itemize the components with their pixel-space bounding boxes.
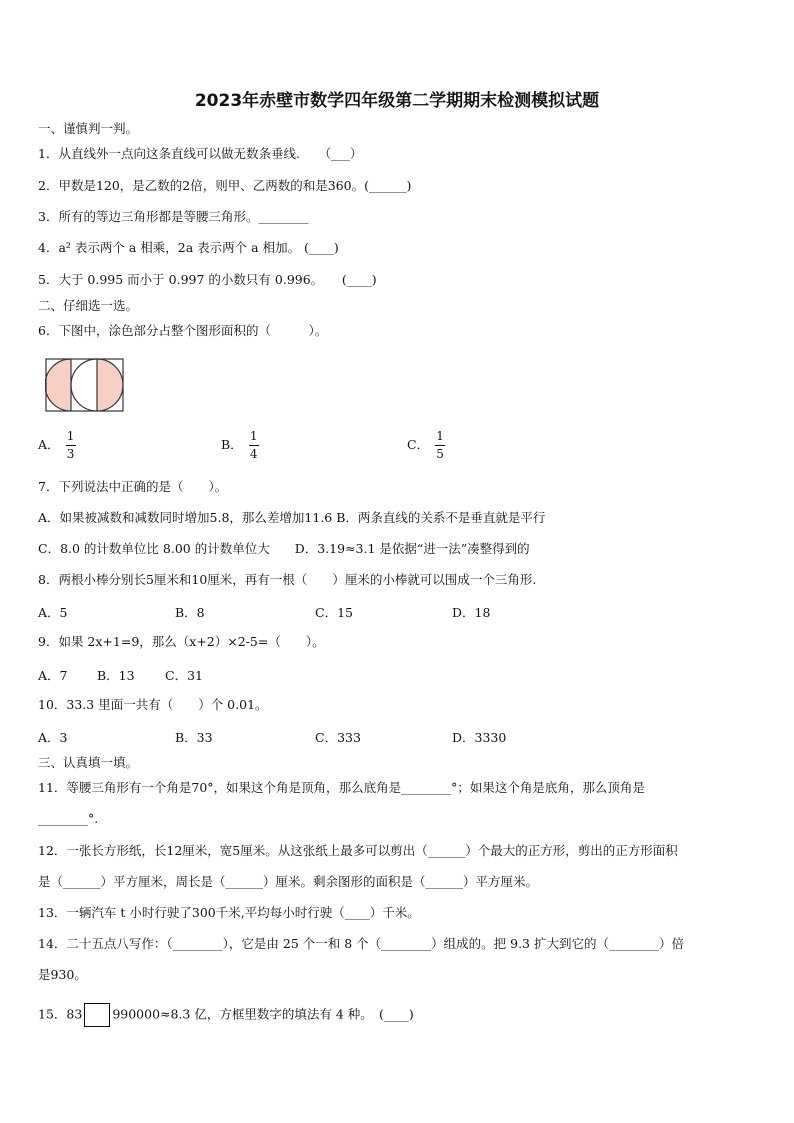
section-heading-choose: 二、仔细选一选。 bbox=[38, 298, 139, 313]
q6-option-c[interactable]: C． $\frac{1}{5}$ bbox=[407, 429, 444, 461]
q6-option-b[interactable]: B． $\frac{1}{4}$ bbox=[221, 429, 258, 461]
page-title: 2023年赤壁市数学四年级第二学期期末检测模拟试题 bbox=[194, 91, 600, 111]
question-13: 13．一辆汽车 t 小时行驶了300千米,平均每小时行驶（____）千米。 bbox=[38, 905, 420, 920]
question-14-line-1: 14．二十五点八写作：（________），它是由 25 个一和 8 个（________）组成的。把 9.3 扩大到它的（________）倍 bbox=[38, 936, 684, 951]
shaded-figure bbox=[45, 358, 125, 414]
question-11-line-1: 11．等腰三角形有一个角是70°，如果这个角是顶角，那么底角是________°；如果这个角是底角，那么顶角是 bbox=[38, 780, 645, 795]
q10-option-c[interactable]: C．333 bbox=[315, 730, 361, 745]
question-8: 8．两根小棒分别长5厘米和10厘米，再有一根（ ）厘米的小棒就可以围成一个三角形. bbox=[38, 572, 537, 587]
q8-option-d[interactable]: D．18 bbox=[452, 605, 491, 620]
q15-suffix: 990000≈8.3 亿，方框里数字的填法有 4 种。 (____) bbox=[112, 1006, 414, 1022]
shaded-half-circle-left bbox=[45, 359, 71, 411]
q8-option-a[interactable]: A．5 bbox=[38, 605, 68, 620]
q8-option-c[interactable]: C．15 bbox=[315, 605, 353, 620]
q10-option-a[interactable]: A．3 bbox=[38, 730, 68, 745]
shaded-half-circle-right bbox=[97, 359, 123, 411]
question-2: 2．甲数是120，是乙数的2倍，则甲、乙两数的和是360。(______) bbox=[38, 178, 412, 193]
q7-options-ab[interactable]: A．如果被减数和减数同时增加5.8，那么差增加11.6 B．两条直线的关系不是垂直就是平行 bbox=[38, 510, 546, 525]
section-heading-fill: 三、认真填一填。 bbox=[38, 755, 139, 770]
question-5: 5．大于 0.995 而小于 0.997 的小数只有 0.996。 (____) bbox=[38, 272, 377, 287]
q10-option-d[interactable]: D．3330 bbox=[452, 730, 507, 745]
q7-options-cd[interactable]: C．8.0 的计数单位比 8.00 的计数单位大 D．3.19≈3.1 是依据“进一法”凑整得到的 bbox=[38, 541, 530, 556]
question-3: 3．所有的等边三角形都是等腰三角形。________ bbox=[38, 209, 309, 224]
question-12-line-2: 是（______）平方厘米，周长是（______）厘米。剩余图形的面积是（______）平方厘米。 bbox=[38, 874, 539, 889]
q10-option-b[interactable]: B．33 bbox=[175, 730, 213, 745]
question-4: 4．a² 表示两个 a 相乘，2a 表示两个 a 相加。 (____) bbox=[38, 240, 339, 255]
question-6: 6．下图中，涂色部分占整个图形面积的（ ）。 bbox=[38, 323, 328, 338]
question-12-line-1: 12．一张长方形纸，长12厘米，宽5厘米。从这张纸上最多可以剪出（______）个最大的正方形，剪出的正方形面积 bbox=[38, 843, 678, 858]
q6-option-a[interactable]: A． $\frac{1}{3}$ bbox=[38, 429, 75, 461]
question-10: 10．33.3 里面一共有（ ）个 0.01。 bbox=[38, 697, 268, 712]
q9-option-c[interactable]: C．31 bbox=[165, 668, 203, 683]
q9-option-b[interactable]: B．13 bbox=[97, 668, 135, 683]
question-9: 9．如果 2x+1=9，那么（x+2）×2-5=（ ）。 bbox=[38, 634, 325, 649]
question-15 bbox=[38, 1003, 414, 1027]
q15-prefix: 15．83 bbox=[38, 1006, 83, 1022]
section-heading-judge: 一、谨慎判一判。 bbox=[38, 121, 139, 136]
question-1: 1．从直线外一点向这条直线可以做无数条垂线. （___） bbox=[38, 146, 363, 161]
q8-option-b[interactable]: B．8 bbox=[175, 605, 205, 620]
q9-option-a[interactable]: A．7 bbox=[38, 668, 68, 683]
digit-box[interactable] bbox=[84, 1003, 110, 1027]
question-11-line-2: ________°. bbox=[38, 811, 99, 826]
question-14-line-2: 是930。 bbox=[38, 967, 87, 982]
question-7: 7．下列说法中正确的是（ ）。 bbox=[38, 479, 228, 494]
